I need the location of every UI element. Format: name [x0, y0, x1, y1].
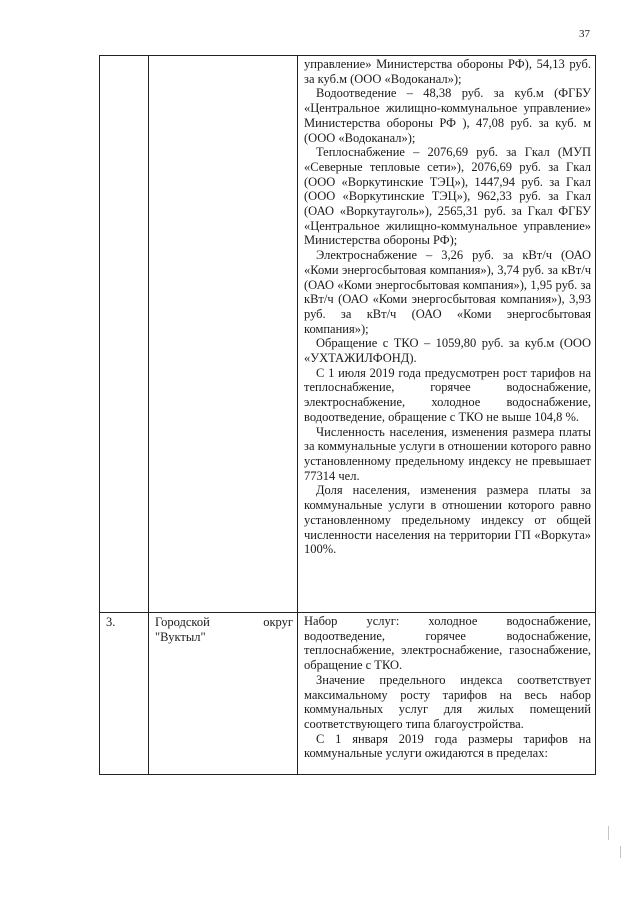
- description-cell: [298, 613, 596, 775]
- region-cell: [149, 56, 298, 613]
- row-number-cell: [100, 56, 149, 613]
- region-cell: [149, 613, 298, 775]
- paragraph: Теплоснабжение – 2076,69 руб. за Гкал (МУП «Северные тепловые сети»), 2076,69 руб. за Гкал (ООО «Воркутинские ТЭЦ»), 1447,94 руб. за Гкал (ООО «Воркутинские ТЭЦ»), 962,33 руб. за Гкал (ОАО «Воркутауголь»), 2565,31 руб. за Гкал ФГБУ «Центральное жилищно-коммунальное управление» Министерства обороны РФ);: [304, 145, 591, 248]
- paragraph: Численность населения, изменения размера платы за коммунальные услуги в отношении которого равно установленному предельному индексу не превышает 77314 чел.: [304, 424, 591, 483]
- tariff-table: [99, 55, 596, 775]
- scan-mark: [608, 826, 609, 840]
- paragraph: Водоотведение – 48,38 руб. за куб.м (ФГБУ «Центральное жилищно-коммунальное управление» Министерства обороны РФ ), 47,08 руб. за куб. м (ООО «Водоканал»);: [304, 86, 591, 145]
- paragraph: С 1 июля 2019 года предусмотрен рост тарифов на теплоснабжение, горячее водоснабжение, электроснабжение, холодное водоснабжение, водоотведение, обращение с ТКО не выше 104,8 %.: [304, 365, 591, 424]
- table-row: [100, 613, 596, 775]
- paragraph: С 1 января 2019 года размеры тарифов на коммунальные услуги ожидаются в пределах:: [304, 731, 591, 761]
- description-cell: [298, 56, 596, 613]
- region-name: Городской округ: [155, 615, 293, 629]
- table-row: [100, 56, 596, 613]
- paragraph: Значение предельного индекса соответствует максимальному росту тарифов на весь набор коммунальных услуг для жилых помещений соответствующего типа благоустройства.: [304, 672, 591, 731]
- row-number-cell: 3.: [100, 613, 149, 775]
- region-name-line2: "Вуктыл": [155, 629, 206, 644]
- scan-mark: [620, 846, 621, 858]
- page-number: 37: [579, 28, 590, 40]
- paragraph: управление» Министерства обороны РФ), 54,13 руб. за куб.м (ООО «Водоканал»);: [304, 57, 591, 86]
- paragraph: Набор услуг: холодное водоснабжение, водоотведение, горячее водоснабжение, теплоснабжение, электроснабжение, газоснабжение, обращение с ТКО.: [304, 614, 591, 673]
- paragraph: Обращение с ТКО – 1059,80 руб. за куб.м (ООО «УХТАЖИЛФОНД).: [304, 336, 591, 366]
- paragraph: Электроснабжение – 3,26 руб. за кВт/ч (ОАО «Коми энергосбытовая компания»), 3,74 руб. за кВт/ч (ОАО «Коми энергосбытовая компания»), 1,95 руб. за кВт/ч (ОАО «Коми энергосбытовая компания»), 3,93 руб. за кВт/ч (ОАО «Коми энергосбытовая компания»);: [304, 248, 591, 336]
- paragraph: Доля населения, изменения размера платы за коммунальные услуги в отношении которого равно установленному предельному индексу от общей численности населения на территории ГП «Воркута» 100%.: [304, 483, 591, 557]
